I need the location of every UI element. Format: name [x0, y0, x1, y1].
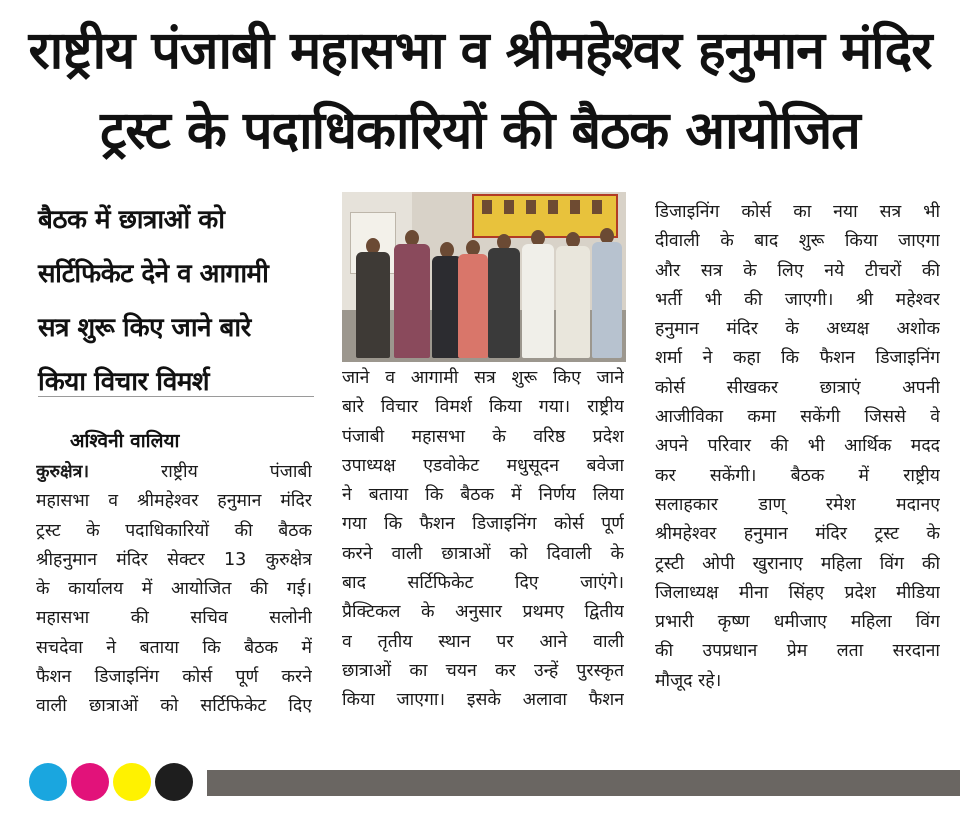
column-2-line: बाद सर्टिफिकेट दिए जाएंगे। [342, 573, 624, 594]
article-column-2 [342, 364, 624, 716]
magenta-registration-dot [71, 763, 109, 801]
column-3-line: जिलाध्यक्ष मीना सिंहए प्रदेश मीडिया [655, 582, 940, 603]
column-1-line [36, 458, 312, 487]
column-3-line: कोर्स सीखकर छात्राएं अपनी [655, 377, 940, 398]
column-1-line: ट्रस्ट के पदाधिकारियों की बैठक [36, 520, 312, 541]
headline-line-1: राष्ट्रीय पंजाबी महासभा व श्रीमहेश्वर हनुमान मंदिर [28, 21, 932, 81]
column-3-line: भर्ती भी की जाएगी। श्री महेश्वर [655, 289, 940, 310]
black-registration-dot [155, 763, 193, 801]
column-3-line: अपने परिवार की भी आर्थिक मदद [655, 436, 940, 457]
column-3-line: सलाहकार डाण् रमेश मदानए [655, 494, 940, 515]
column-2-line: बारे विचार विमर्श किया गया। राष्ट्रीय [342, 397, 624, 418]
column-1-line: फैशन डिजाइनिंग कोर्स पूर्ण करने [36, 667, 312, 688]
column-2-line: ने बताया कि बैठक में निर्णय लिया [342, 485, 624, 506]
column-3-line: आजीविका कमा सकेंगी जिससे वे [655, 407, 940, 428]
subheadline-line-1: बैठक में छात्राओं को [38, 205, 225, 235]
column-3-line: की उपप्रधान प्रेम लता सरदाना [655, 641, 940, 662]
column-2-line: पंजाबी महासभा के वरिष्ठ प्रदेश [342, 426, 624, 447]
column-2-line: छात्राओं का चयन कर उन्हें पुरस्कृत [342, 660, 624, 681]
meeting-group-photo [342, 192, 626, 362]
column-2-line: करने वाली छात्राओं को दिवाली के [342, 543, 624, 564]
subheadline-line-4: किया विचार विमर्श [38, 367, 210, 397]
subheadline-line-3: सत्र शुरू किए जाने बारे [38, 313, 251, 343]
column-1-line: के कार्यालय में आयोजित की गई। [36, 579, 312, 600]
column-2-line: किया जाएगा। इसके अलावा फैशन [342, 690, 624, 711]
column-3-line: हनुमान मंदिर के अध्यक्ष अशोक [655, 319, 940, 340]
column-3-line: शर्मा ने कहा कि फैशन डिजाइनिंग [655, 348, 940, 369]
column-2-line: गया कि फैशन डिजाइनिंग कोर्स पूर्ण [342, 514, 624, 535]
column-3-line: डिजाइनिंग कोर्स का नया सत्र भी [655, 202, 940, 222]
column-3-line: प्रभारी कृष्ण धमीजाए महिला विंग [655, 612, 940, 633]
dateline: कुरुक्षेत्र। [36, 462, 90, 482]
footer-grey-bar [207, 770, 960, 796]
yellow-registration-dot [113, 763, 151, 801]
article-column-1 [36, 458, 312, 722]
author-byline: अश्विनी वालिया [70, 430, 180, 452]
column-3-line: और सत्र के लिए नये टीचरों की [655, 260, 940, 281]
subheadline-line-2: सर्टिफिकेट देने व आगामी [38, 259, 269, 289]
cyan-registration-dot [29, 763, 67, 801]
column-2-line: जाने व आगामी सत्र शुरू किए जाने [342, 368, 624, 388]
subheadline-divider [38, 396, 314, 397]
column-3-line: ट्रस्टी ओपी खुरानाए महिला विंग की [655, 553, 940, 574]
column-1-line: महासभा की सचिव सलोनी [36, 608, 312, 629]
column-1-line: श्रीहनुमान मंदिर सेक्टर 13 कुरुक्षेत्र [36, 549, 312, 570]
headline-line-2: ट्रस्ट के पदाधिकारियों की बैठक आयोजित [100, 101, 860, 161]
column-1-line: महासभा व श्रीमहेश्वर हनुमान मंदिर [36, 491, 312, 512]
article-column-3 [655, 198, 940, 696]
column-1-line-text: राष्ट्रीय पंजाबी [89, 462, 312, 482]
column-3-line: कर सकेंगी। बैठक में राष्ट्रीय [655, 465, 940, 486]
column-1-line: वाली छात्राओं को सर्टिफिकेट दिए [36, 696, 312, 717]
column-3-line: दीवाली के बाद शुरू किया जाएगा [655, 231, 940, 252]
column-2-line: व तृतीय स्थान पर आने वाली [342, 631, 624, 652]
column-3-line: श्रीमहेश्वर हनुमान मंदिर ट्रस्ट के [655, 524, 940, 545]
column-3-line: मौजूद रहे। [655, 670, 722, 691]
column-1-line: सचदेवा ने बताया कि बैठक में [36, 637, 312, 658]
column-2-line: प्रैक्टिकल के अनुसार प्रथमए द्वितीय [342, 602, 624, 623]
column-2-line: उपाध्यक्ष एडवोकेट मधुसूदन बवेजा [342, 455, 624, 476]
